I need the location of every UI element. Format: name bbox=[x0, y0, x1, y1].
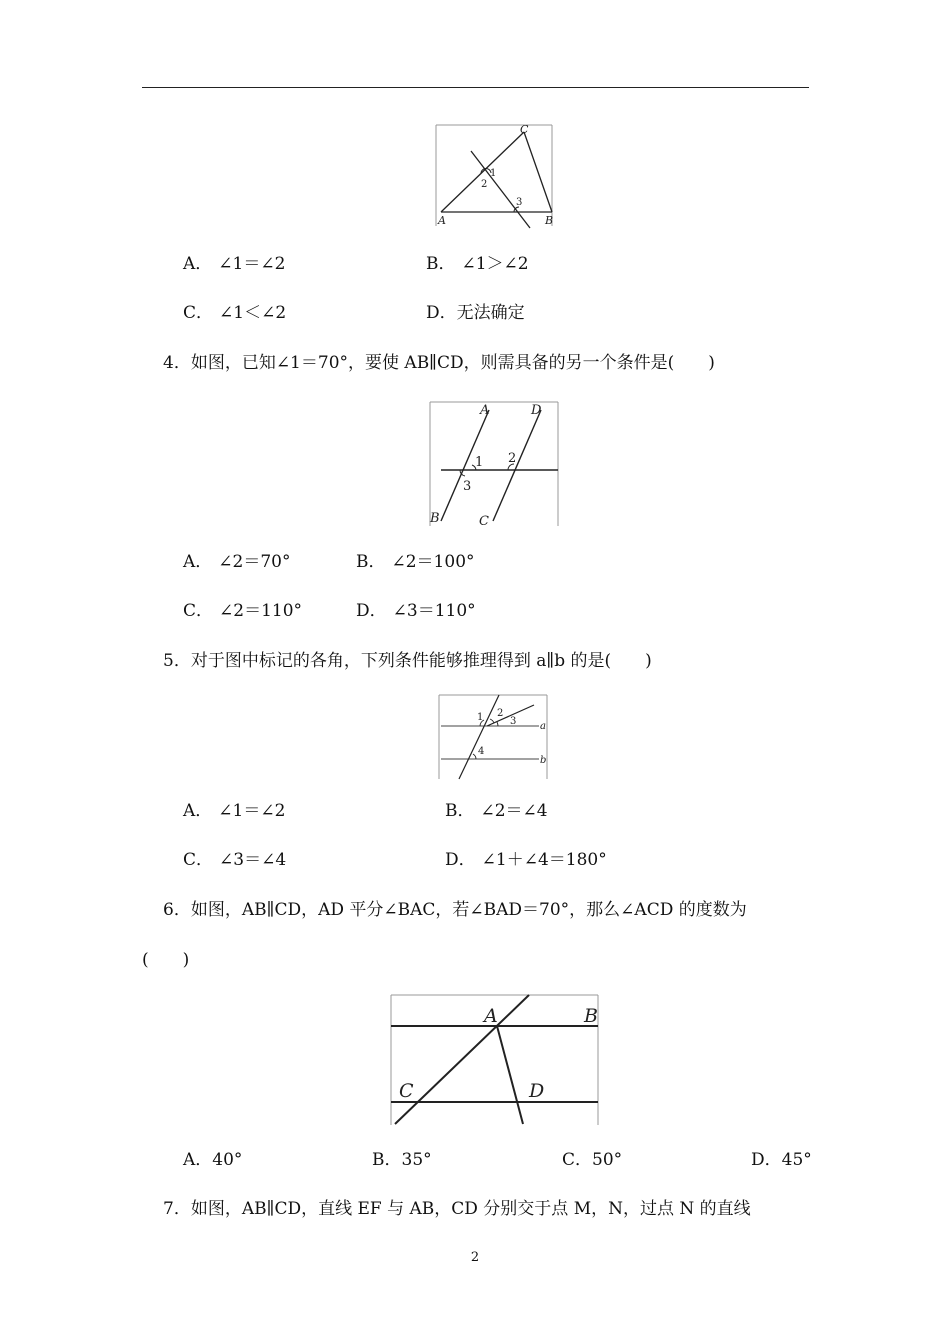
q5-angle3-arc bbox=[497, 722, 498, 726]
q5-option-d: D． ∠1＋∠4＝180° bbox=[445, 850, 607, 870]
q5-option-c: C． ∠3＝∠4 bbox=[183, 850, 287, 870]
q3-label-b: B bbox=[545, 214, 554, 227]
q4-stem: 4．如图，已知∠1＝70°，要使 AB∥CD，则需具备的另一个条件是( ) bbox=[163, 353, 715, 373]
q5-option-b: B． ∠2＝∠4 bbox=[445, 801, 548, 821]
q4-option-d: D． ∠3＝110° bbox=[356, 601, 476, 621]
q6-figure bbox=[389, 993, 601, 1127]
q3-label-1: 1 bbox=[490, 168, 497, 179]
q3-label-2: 2 bbox=[481, 179, 488, 190]
header-rule bbox=[142, 87, 809, 88]
q5-label-1: 1 bbox=[477, 712, 484, 723]
q5-transversal bbox=[459, 695, 499, 779]
q3-label-a: A bbox=[438, 214, 446, 227]
q4-label-2: 2 bbox=[508, 451, 517, 466]
q4-option-c: C． ∠2＝110° bbox=[183, 601, 303, 621]
q6-stem-line1: 6．如图，AB∥CD，AD 平分∠BAC，若∠BAD＝70°，那么∠ACD 的度数为 bbox=[163, 900, 747, 920]
q4-label-c: C bbox=[479, 514, 489, 529]
q6-line-ac bbox=[395, 995, 529, 1124]
q3-transversal bbox=[471, 151, 530, 228]
q5-label-a: a bbox=[540, 721, 546, 732]
q5-angle4-arc bbox=[473, 754, 476, 759]
q3-figure bbox=[435, 124, 555, 228]
q7-stem: 7．如图，AB∥CD，直线 EF 与 AB，CD 分别交于点 M，N，过点 N 的直线 bbox=[163, 1199, 751, 1219]
q6-label-d: D bbox=[529, 1080, 545, 1102]
q6-label-b: B bbox=[584, 1005, 598, 1027]
q3-label-c: C bbox=[520, 123, 529, 136]
q4-label-a: A bbox=[480, 403, 490, 418]
q3-option-a: A． ∠1＝∠2 bbox=[183, 254, 286, 274]
q6-option-d: D．45° bbox=[751, 1150, 812, 1170]
q5-label-3: 3 bbox=[510, 716, 517, 727]
q6-label-a: A bbox=[484, 1005, 498, 1027]
q4-figure bbox=[429, 401, 561, 529]
q6-option-c: C．50° bbox=[562, 1150, 623, 1170]
q4-option-a: A． ∠2＝70° bbox=[183, 552, 291, 572]
q3-option-d: D．无法确定 bbox=[426, 303, 525, 323]
q5-label-4: 4 bbox=[478, 746, 485, 757]
q4-label-3: 3 bbox=[463, 479, 472, 494]
q5-label-2: 2 bbox=[497, 708, 504, 719]
q4-label-d: D bbox=[531, 403, 542, 418]
q5-angle2-arc bbox=[490, 719, 494, 723]
page-number: 2 bbox=[470, 1250, 480, 1265]
q4-line-dc bbox=[493, 410, 541, 521]
q3-side-ac bbox=[441, 132, 524, 212]
q3-option-b: B． ∠1＞∠2 bbox=[426, 254, 529, 274]
q3-side-cb bbox=[524, 132, 552, 212]
q6-stem-line2: ( ) bbox=[142, 950, 190, 970]
q4-label-b: B bbox=[430, 511, 440, 526]
q6-option-b: B．35° bbox=[372, 1150, 432, 1170]
q4-option-b: B． ∠2＝100° bbox=[356, 552, 475, 572]
q4-label-1: 1 bbox=[475, 455, 484, 470]
q6-line-ad bbox=[497, 1026, 523, 1124]
q5-stem: 5．对于图中标记的各角，下列条件能够推理得到 a∥b 的是( ) bbox=[163, 651, 652, 671]
q5-label-b: b bbox=[540, 755, 547, 766]
q3-label-3: 3 bbox=[516, 197, 523, 208]
q5-figure bbox=[438, 694, 550, 780]
q5-option-a: A． ∠1＝∠2 bbox=[183, 801, 286, 821]
q6-option-a: A．40° bbox=[183, 1150, 243, 1170]
q6-label-c: C bbox=[399, 1080, 414, 1102]
q3-option-c: C． ∠1＜∠2 bbox=[183, 303, 287, 323]
